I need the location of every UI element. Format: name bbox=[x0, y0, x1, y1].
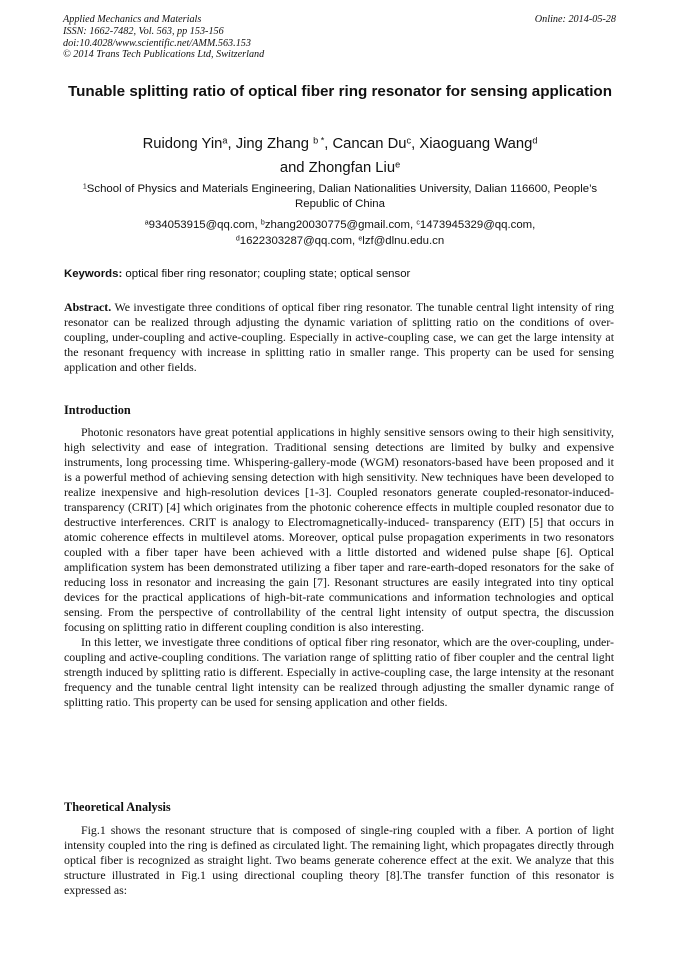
abstract-label: Abstract. bbox=[64, 300, 112, 314]
email-mark: c bbox=[416, 219, 420, 227]
author-name: Xiaoguang Wang bbox=[419, 136, 533, 152]
affiliation bbox=[64, 182, 616, 212]
affiliation-mark: 1 bbox=[82, 183, 87, 191]
paragraph: Photonic resonators have great potential applications in highly sensitive sensors owing to their high sensitivity, high selectivity and ease of integration. Traditional sensing detections are limited by bulky and expensive instruments, long processing time. Whispering-gallery-mode (WGM) resonators-based have been proposed and it is a powerful method of achieving sensing detection with high sensitivity. New techniques have been developed to realize inexpensive and high-resolution devices [1-3]. Coupled resonators generate coupled-resonator-induced-transparency (CRIT) [4] which originates from the photonic coherence effects in multiple coupled resonator due to destructive interferences. CRIT is analogy to Electromagnetically-induced- transparency (EIT) [5] that occurs in atomic coherence effects in multilevel atoms. Moreover, optical pulse propagation experiments in two resonators coupled with a fiber taper have been achieved with a little distorted and widened pulse shape [6]. Optical amplification system has been demonstrated utilizing a fiber taper and rare-earth-doped resonators for the sake of reducing loss in resonator and increasing the gain [7]. Resonant structures are easily integrated into tiny optical devices for the practical applications of high-bit-rate communications and information technologies and optical sensing. From the perspective of controllability of the central light intensity of output spectra, the discussion focusing on splitting ratio in different coupling condition is also interesting. bbox=[64, 425, 614, 634]
email-address[interactable]: 1622303287@qq.com, bbox=[239, 234, 356, 247]
copyright-line: © 2014 Trans Tech Publications Ltd, Switzerland bbox=[63, 49, 265, 61]
email-mark: e bbox=[358, 234, 363, 242]
journal-name: Applied Mechanics and Materials bbox=[63, 14, 202, 25]
email-list bbox=[64, 218, 616, 249]
keywords-text: optical fiber ring resonator; coupling state; optical sensor bbox=[125, 268, 411, 280]
paragraph: In this letter, we investigate three conditions of optical fiber ring resonator, which are the over-coupling, under-coupling and active-coupling conditions. The variation range of splitting ratio of fiber coupler and the central light strength induced by splitting ratio is different. Especially in active-coupling case, the large intensity at the resonant frequency and the tunable central light intensity can be realized through adjusting the smaller dynamic range of splitting ratio. This property can be used for sensing application and other fields. bbox=[64, 635, 614, 709]
paper-title: Tunable splitting ratio of optical fiber ring resonator for sensing application bbox=[68, 83, 612, 100]
author-name: Cancan Du bbox=[332, 136, 407, 152]
email-mark: b bbox=[260, 219, 265, 227]
keywords-label: Keywords: bbox=[64, 268, 123, 280]
paragraph: Fig.1 shows the resonant structure that is composed of single-ring coupled with a fiber. A portion of light intensity coupled into the ring is defined as circulated light. The remaining light, which propagates directly through optical fiber is recognized as straight light. Two beams generate coherence effect at the exit. We analyze that this structure illustrated in Fig.1 using directional coupling theory [8].The transfer function of this resonator is expressed as: bbox=[64, 823, 614, 897]
author-affil-mark: c bbox=[406, 135, 412, 146]
affiliation-text: School of Physics and Materials Engineering, Dalian Nationalities University, Dalian 116600, People’s Republic of China bbox=[86, 183, 598, 210]
doi-line[interactable]: doi:10.4028/www.scientific.net/AMM.563.153 bbox=[63, 37, 251, 49]
author-affil-mark: a bbox=[222, 135, 228, 146]
author-affil-mark: e bbox=[395, 159, 401, 170]
email-address[interactable]: zhang20030775@gmail.com, bbox=[264, 219, 414, 231]
author-name: Zhongfan Liu bbox=[308, 160, 396, 176]
online-date: Online: 2014-05-28 bbox=[534, 14, 616, 25]
introduction-body bbox=[64, 425, 614, 710]
email-address[interactable]: lzf@dlnu.edu.cn bbox=[362, 234, 445, 247]
abstract bbox=[64, 300, 614, 375]
keywords bbox=[64, 267, 616, 282]
author-name: Ruidong Yin bbox=[142, 136, 223, 152]
issn-line: ISSN: 1662-7482, Vol. 563, pp 153-156 bbox=[63, 25, 224, 37]
author-affil-mark: b * bbox=[313, 135, 325, 146]
author-affil-mark: d bbox=[532, 135, 538, 146]
email-mark: d bbox=[235, 234, 240, 242]
section-heading-theory: Theoretical Analysis bbox=[64, 800, 171, 814]
section-heading-introduction: Introduction bbox=[64, 403, 131, 417]
author-name: Jing Zhang bbox=[235, 136, 309, 152]
email-address[interactable]: 934053915@qq.com, bbox=[148, 219, 258, 231]
theory-body bbox=[64, 823, 614, 898]
author-conjunction: and bbox=[279, 160, 305, 176]
email-address[interactable]: 1473945329@qq.com, bbox=[419, 219, 536, 231]
author-list: Ruidong Yin$^a$, Jing Zhang $^{b *}$, Cancan Du$^c$, Xiaoguang Wang$^d$ and Zhongfan Liu$^e$ bbox=[142, 135, 538, 176]
email-mark: a bbox=[144, 219, 149, 227]
journal-header bbox=[63, 14, 463, 61]
abstract-text: We investigate three conditions of optical fiber ring resonator. The tunable central light intensity of ring resonator can be realized through adjusting the dynamic variation of splitting ratio on the conditions of over-coupling, under-coupling and active-coupling. Especially in active-coupling case, we can get the large intensity at the resonant frequency with increase in splitting ratio in smaller range. This property can be used for sensing application and other fields. bbox=[64, 300, 614, 374]
